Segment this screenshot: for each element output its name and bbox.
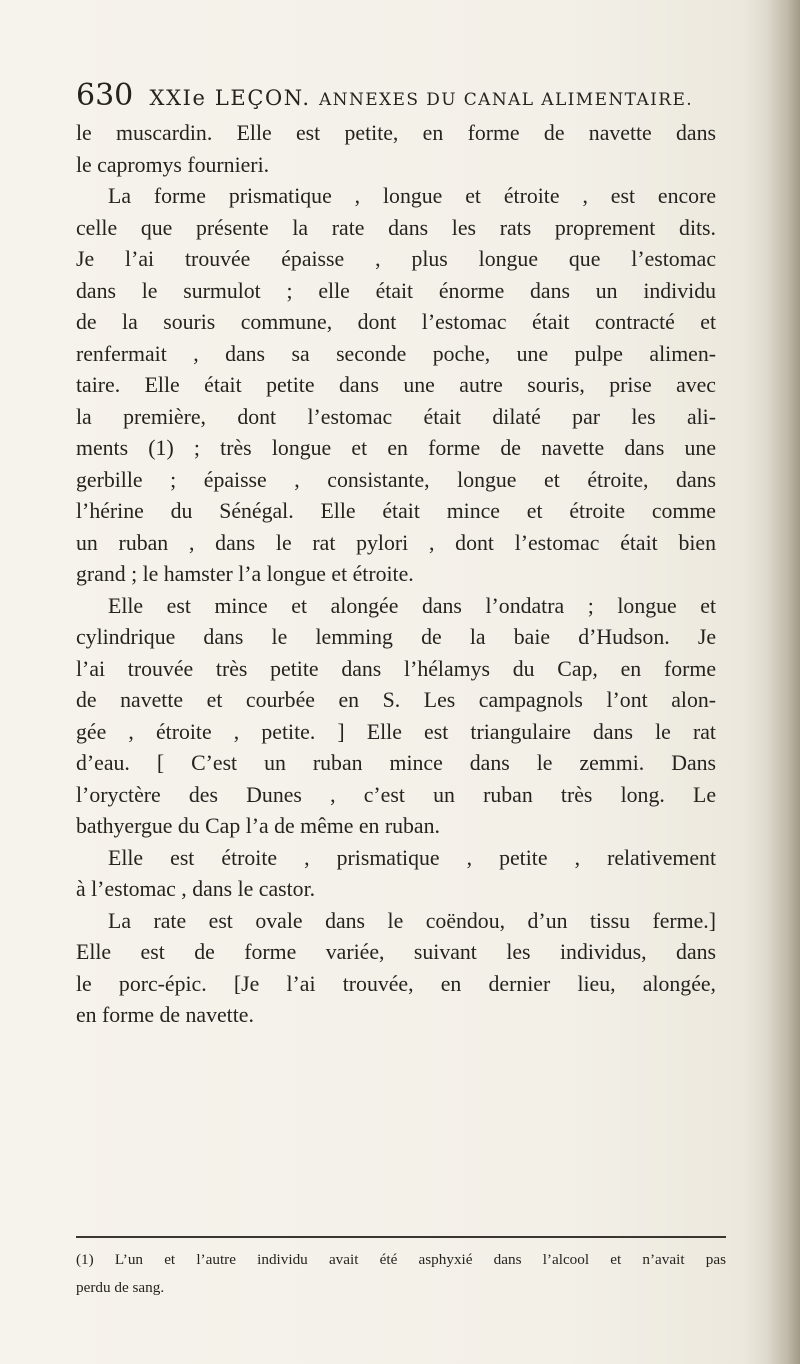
running-head xyxy=(76,78,716,113)
text-line: la première, dont l’estomac était dilaté par les ali- xyxy=(76,404,716,429)
text-line: à l’estomac , dans le castor. xyxy=(76,877,316,901)
text-line: le capromys fournieri. xyxy=(76,152,270,177)
text-line: grand ; le hamster l’a longue et étroite. xyxy=(76,562,414,586)
body-text xyxy=(76,118,716,1032)
footnote xyxy=(76,1246,726,1302)
text-line: de navette et courbée en S. Les campagnols l’ont alon- xyxy=(76,688,716,712)
text-line: cylindrique dans le lemming de la baie d’Hudson. Je xyxy=(76,625,716,649)
text-line: l’oryctère des Dunes , c’est un ruban très long. Le xyxy=(76,782,716,807)
text-line: gée , étroite , petite. ] Elle est triangulaire dans le rat xyxy=(76,719,716,744)
text-line: Elle est mince et alongée dans l’ondatra ; longue et xyxy=(108,593,716,618)
text-line: de la souris commune, dont l’estomac était contracté et xyxy=(76,310,716,334)
page-number: 630 xyxy=(76,78,134,113)
text-line: dans le surmulot ; elle était énorme dans un individu xyxy=(76,278,716,303)
text-line: gerbille ; épaisse , consistante, longue et étroite, dans xyxy=(76,467,716,492)
text-line: d’eau. [ C’est un ruban mince dans le zemmi. Dans xyxy=(76,751,716,775)
text-line: en forme de navette. xyxy=(76,1003,254,1027)
chapter-title: ANNEXES DU CANAL ALIMENTAIRE. xyxy=(319,90,694,110)
footnote-rule xyxy=(76,1236,726,1238)
text-line: l’hérine du Sénégal. Elle était mince et étroite comme xyxy=(76,499,716,523)
lecture-label: XXIe LEÇON. xyxy=(149,86,311,110)
text-line: l’ai trouvée très petite dans l’hélamys du Cap, en forme xyxy=(76,656,716,681)
text-line: ments (1) ; très longue et en forme de navette dans une xyxy=(76,436,716,460)
text-line: La rate est ovale dans le coëndou, d’un tissu ferme.] xyxy=(108,908,716,933)
text-line: Je l’ai trouvée épaisse , plus longue que l’estomac xyxy=(76,247,716,271)
text-line: celle que présente la rate dans les rats proprement dits. xyxy=(76,215,716,240)
text-line: Elle est étroite , prismatique , petite , relativement xyxy=(108,845,716,870)
text-line: taire. Elle était petite dans une autre souris, prise avec xyxy=(76,373,716,397)
page-edge-shadow xyxy=(766,0,800,1364)
footnote-line: (1) L’un et l’autre individu avait été asphyxié dans l’alcool et n’avait pas xyxy=(76,1251,726,1268)
text-line: bathyergue du Cap l’a de même en ruban. xyxy=(76,814,440,838)
text-line: La forme prismatique , longue et étroite , est encore xyxy=(108,184,716,208)
text-line: un ruban , dans le rat pylori , dont l’estomac était bien xyxy=(76,530,716,555)
text-line: le porc-épic. [Je l’ai trouvée, en dernier lieu, alongée, xyxy=(76,971,716,996)
text-line: renfermait , dans sa seconde poche, une pulpe alimen- xyxy=(76,341,716,366)
text-line: le muscardin. Elle est petite, en forme de navette dans xyxy=(76,121,716,145)
text-line: Elle est de forme variée, suivant les individus, dans xyxy=(76,940,716,964)
footnote-line: perdu de sang. xyxy=(76,1279,165,1296)
